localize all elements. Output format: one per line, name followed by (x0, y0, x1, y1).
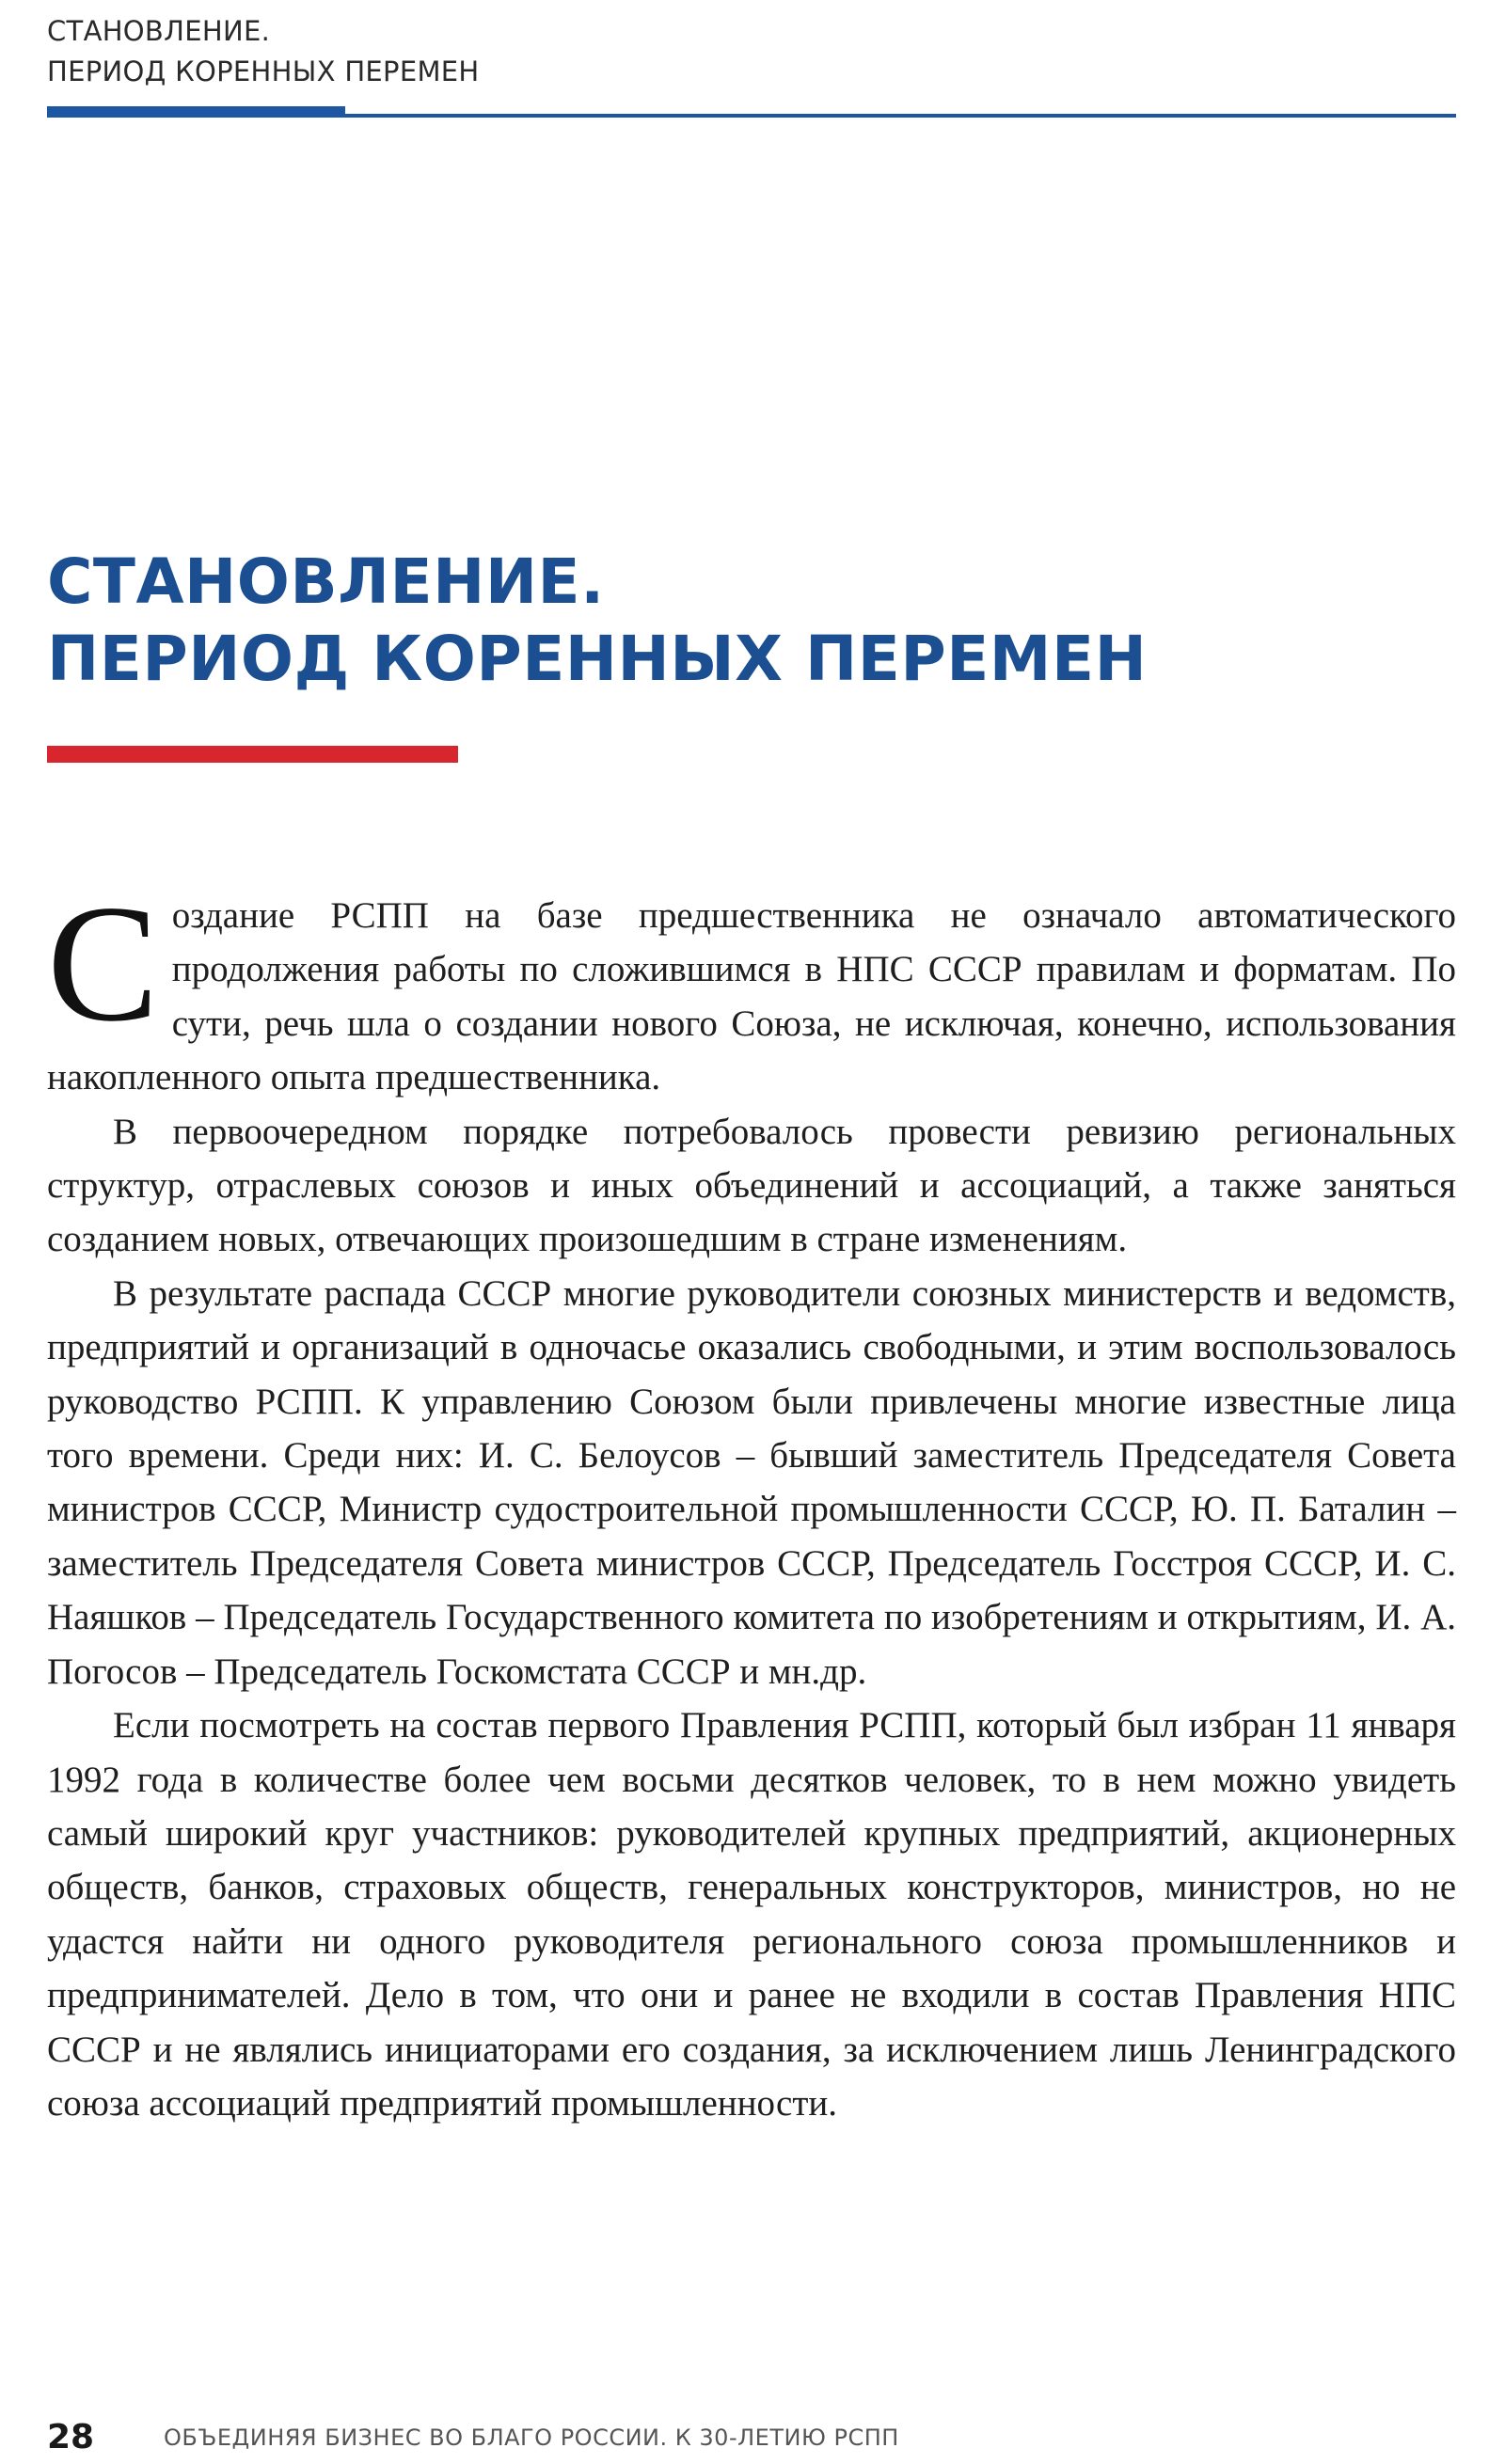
chapter-title (47, 544, 1147, 698)
paragraph-3: В результате распада СССР многие руководители союзных министерств и ведомств, предприятий и организаций в одночасье оказались свободными, и этим воспользовалось руководство РСПП. К управлению Союзом были привлечены многие известные лица того времени. Среди них: И. С. Белоусов – бывший заместитель Председателя Совета министров СССР, Министр судостроительной промышленности СССР, Ю. П. Баталин – заместитель Председателя Совета министров СССР, Председатель Госстроя СССР, И. С. Наяшков – Председатель Государственного комитета по изобретениям и открытиям, И. А. Погосов – Председатель Госкомстата СССР и мн.др. (47, 1272, 1456, 1692)
running-head-line-1: СТАНОВЛЕНИЕ. (47, 15, 271, 47)
body-text (47, 870, 1456, 2130)
page-footer (47, 2417, 899, 2458)
running-head-rule-accent (47, 106, 345, 118)
chapter-title-line-2: ПЕРИОД КОРЕННЫХ ПЕРЕМЕН (47, 623, 1148, 695)
paragraph-1 (47, 870, 1456, 1105)
dropcap: С (47, 870, 159, 1056)
chapter-title-rule (47, 746, 458, 763)
running-head-rule (47, 106, 1456, 118)
running-head (47, 11, 480, 92)
paragraph-2: В первоочередном порядке потребовалось провести ревизию региональных структур, отраслевых союзов и иных объединений и ассоциаций, а также заняться созданием новых, отвечающих произошедшим в стране изменениям. (47, 1111, 1456, 1260)
paragraph-4: Если посмотреть на состав первого Правления РСПП, который был избран 11 января 1992 года в количестве более чем восьми десятков человек, то в нем можно увидеть самый широкий круг участников: руководителей крупных предприятий, акционерных обществ, банков, страховых обществ, генеральных конструкторов, министров, но не удастся найти ни одного руководителя регионального союза промышленников и предпринимателей. Дело в том, что они и ранее не входили в состав Правления НПС СССР и не являлись инициаторами его создания, за исключением лишь Ленинградского союза ассоциаций предприятий промышленности. (47, 1705, 1456, 2124)
footer-title: ОБЪЕДИНЯЯ БИЗНЕС ВО БЛАГО РОССИИ. К 30-ЛЕТИЮ РСПП (164, 2425, 899, 2451)
running-head-line-2: ПЕРИОД КОРЕННЫХ ПЕРЕМЕН (47, 55, 480, 87)
chapter-title-line-1: СТАНОВЛЕНИЕ. (47, 545, 605, 618)
page-number: 28 (47, 2418, 95, 2456)
paragraph-1-text: оздание РСПП на базе предшественника не означало автоматического продолжения работы по сложившимся в НПС СССР правилам и форматам. По сути, речь шла о создании нового Союза, не исключая, конечно, использования накопленного опыта предшественника. (47, 895, 1456, 1098)
